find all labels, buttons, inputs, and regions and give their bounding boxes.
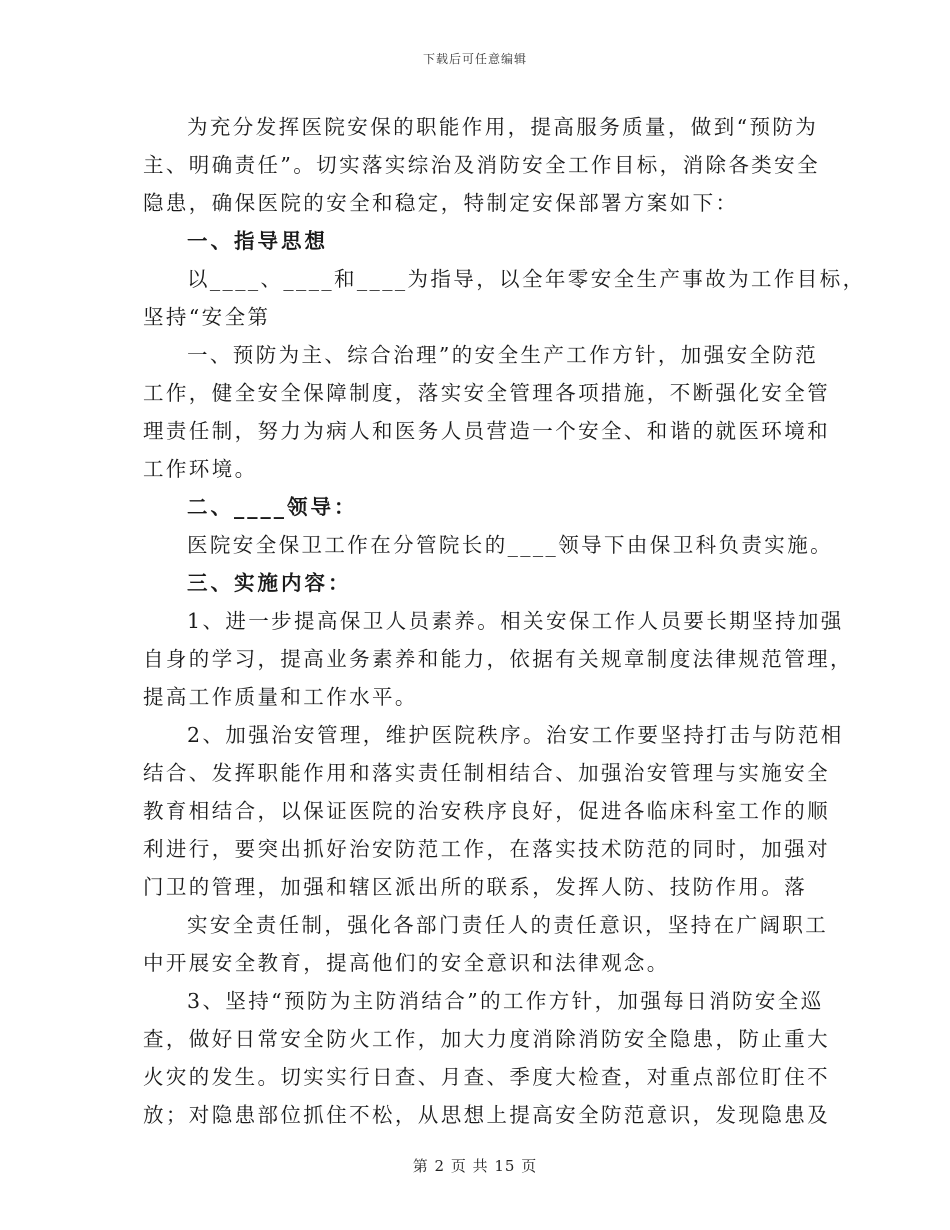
paragraph-line: 3、坚持“预防为主防消结合”的工作方针，加强每日消防安全巡	[187, 989, 824, 1013]
paragraph-line: 主、明确责任”。切实落实综治及消防安全工作目标，消除各类安全	[143, 153, 820, 177]
paragraph-line: 坚持“安全第	[143, 305, 271, 329]
paragraph-line: 放；对隐患部位抓住不松，从思想上提高安全防范意识，发现隐患及	[143, 1103, 830, 1127]
paragraph-line: 自身的学习，提高业务素养和能力，依据有关规章制度法律规范管理，	[143, 647, 853, 671]
paragraph-line: 隐患，确保医院的安全和稳定，特制定安保部署方案如下：	[143, 191, 739, 215]
paragraph-line: 实安全责任制，强化各部门责任人的责任意识，坚持在广阔职工	[187, 913, 829, 937]
paragraph-line: 结合、发挥职能作用和落实责任制相结合、加强治安管理与实施安全	[143, 761, 830, 785]
section-heading: 三、实施内容：	[187, 571, 352, 595]
paragraph-line: 一、预防为主、综合治理”的安全生产工作方针，加强安全防范	[187, 343, 819, 367]
paragraph-line: 教育相结合，以保证医院的治安秩序良好，促进各临床科室工作的顺	[143, 799, 830, 823]
paragraph-line: 医院安全保卫工作在分管院长的____领导下由保卫科负责实施。	[187, 533, 833, 557]
paragraph-line: 2、加强治安管理，维护医院秩序。治安工作要坚持打击与防范相	[187, 723, 844, 747]
paragraph-line: 中开展安全教育，提高他们的安全意识和法律观念。	[143, 951, 670, 975]
paragraph-line: 查，做好日常安全防火工作，加大力度消除消防安全隐患，防止重大	[143, 1027, 830, 1051]
paragraph-line: 工作，健全安全保障制度，落实安全管理各项措施，不断强化安全管	[143, 381, 830, 405]
paragraph-line: 为充分发挥医院安保的职能作用，提高服务质量，做到“预防为	[187, 115, 819, 139]
paragraph-line: 理责任制，努力为病人和医务人员营造一个安全、和谐的就医环境和	[143, 419, 830, 443]
paragraph-line: 以____、____和____为指导，以全年零安全生产事故为工作目标，	[187, 267, 866, 291]
document-body	[143, 108, 866, 1134]
paragraph-line: 提高工作质量和工作水平。	[143, 685, 418, 709]
page-number: 第 2 页 共 15 页	[412, 1157, 538, 1175]
paragraph-line: 门卫的管理，加强和辖区派出所的联系，发挥人防、技防作用。落	[143, 875, 808, 899]
section-heading: 一、指导思想	[187, 229, 328, 253]
section-heading: 二、____领导：	[187, 495, 358, 519]
paragraph-line: 利进行，要突出抓好治安防范工作，在落实技术防范的同时，加强对	[143, 837, 830, 861]
header-note: 下载后可任意编辑	[422, 52, 527, 66]
paragraph-line: 火灾的发生。切实实行日查、月查、季度大检查，对重点部位盯住不	[143, 1065, 830, 1089]
paragraph-line: 工作环境。	[143, 457, 258, 481]
paragraph-line: 1、进一步提高保卫人员素养。相关安保工作人员要长期坚持加强	[187, 609, 844, 633]
